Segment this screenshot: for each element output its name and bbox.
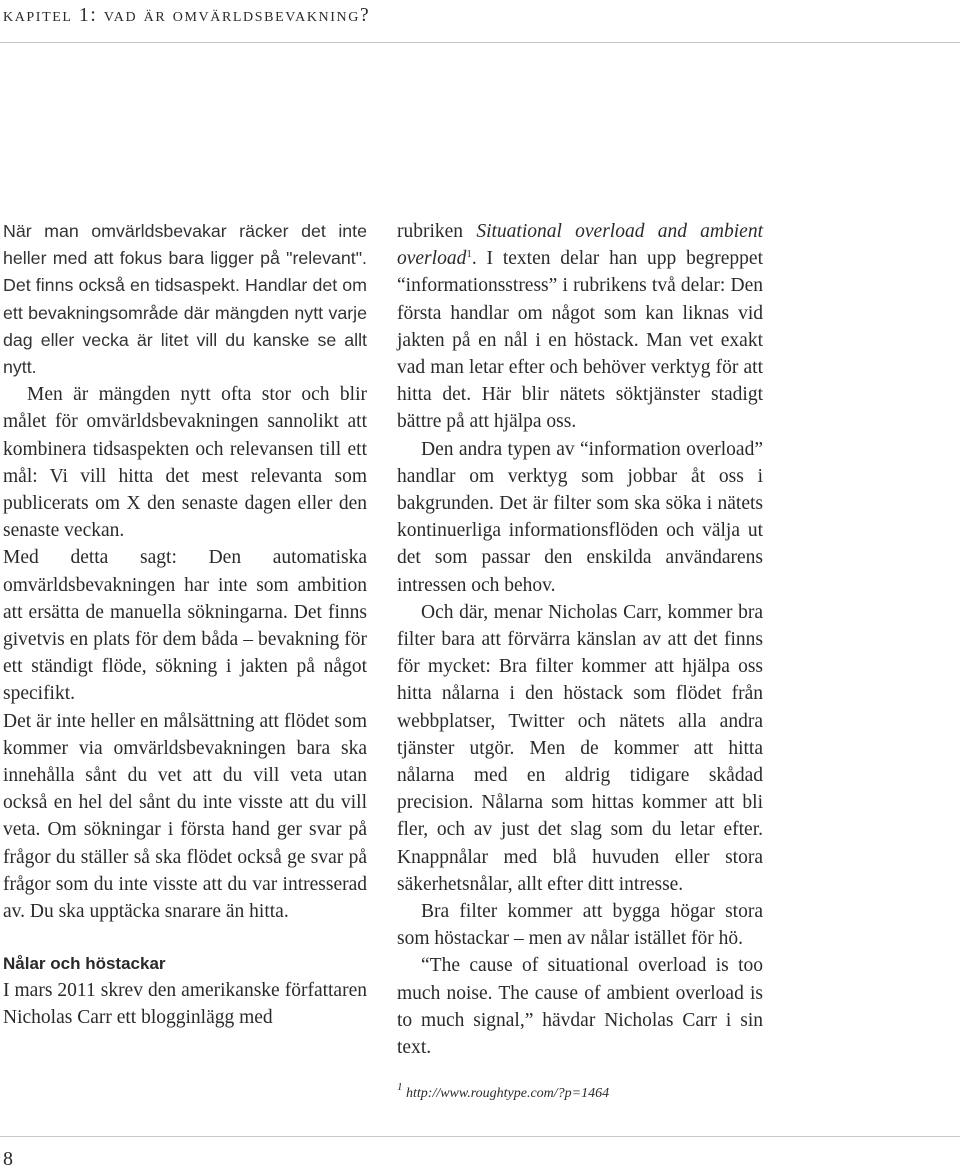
right-paragraph-2: Den andra typen av “information overload” handlar om verktyg som jobbar åt oss i bakgrunden. Det är filter som ska söka i nätets kontinuerliga informationsflöden och välja ut det som passar den enskilda användarens intressen och behov. [397,438,763,596]
right-paragraph-1-body: . I texten delar han upp begreppet “informationsstress” i rubrikens två delar: Den första handlar om något som kan liknas vid jakten på en nål i en höstack. Man vet exakt vad man letar efter och behöver verktyg för att hitta det. Här blir nätets söktjänster stadigt bättre på att hjälpa oss. [397,248,763,433]
page-number: 8 [3,1148,13,1170]
right-paragraph-3: Och där, menar Nicholas Carr, kommer bra filter bara att förvärra känslan av att det finns för mycket: Bra filter kommer att hjälpa oss hitta nålarna i den höstack som flödet från webbplatser, Twitter och nätets alla andra tjänster utgör. Men de kommer att hitta nålarna med en aldrig tidigare skådad precision. Nålarna som hittas kommer att bli fler, och av just det slag som du letar efter. Knappnålar med blå huvuden eller stora säkerhetsnålar, allt efter ditt intresse. [397,601,763,895]
right-paragraph-5: “The cause of situational overload is too much noise. The cause of ambient overload is to much signal,” hävdar Nicholas Carr i sin text. [397,955,763,1059]
left-paragraph-5: I mars 2011 skrev den amerikanske författaren Nicholas Carr ett blogginlägg med [3,980,367,1029]
right-paragraph-1-lead: rubriken [397,221,477,242]
running-head: kapitel 1: vad är omvärldsbevakning? [3,5,371,26]
left-paragraph-1: När man omvärldsbevakar räcker det inte heller med att fokus bara ligger på "relevant". Det finns också en tidsaspekt. Handlar det om ett bevakningsområde där mängden nytt varje dag eller vecka är litet vill du kanske se allt nytt. [3,221,367,378]
cited-post-title: Situational overload and ambient overload [397,221,764,270]
footnote-url: http://www.roughtype.com/?p=1464 [402,1086,610,1101]
section-subheading: Nålar och höstackar [3,954,166,974]
header-divider [0,42,960,43]
left-column [3,218,367,1032]
footnote [397,1081,610,1104]
left-paragraph-4: Det är inte heller en målsättning att flödet som kommer via omvärldsbevakningen bara ska innehålla sånt du vet att du vill veta utan också en hel del sånt du inte visste att du vill veta. Om sökningar i första hand ger svar på frågor du ställer så ska flödet också ge svar på frågor som du inte visste att du var intresserad av. Du ska upptäcka snarare än hitta. [3,710,367,923]
footer-divider [0,1136,960,1137]
footnote-reference: 1 [466,248,472,261]
left-paragraph-2: Men är mängden nytt ofta stor och blir målet för omvärldsbevakningen sannolikt att kombinera tidsaspekten och relevansen till ett mål: Vi vill hitta det mest relevanta som publicerats om X den senaste dagen eller den senaste veckan. [3,384,367,542]
right-paragraph-4: Bra filter kommer att bygga högar stora som höstackar – men av nålar istället för hö. [397,901,763,950]
footnote-marker: 1 [397,1081,403,1093]
left-paragraph-3: Med detta sagt: Den automatiska omvärldsbevakningen har inte som ambition att ersätta de manuella sökningarna. Det finns givetvis en plats för dem båda – bevakning för ett ständigt flöde, sökning i jakten på något specifikt. [3,547,367,705]
right-column [397,218,763,1061]
right-paragraph-1 [397,218,763,436]
